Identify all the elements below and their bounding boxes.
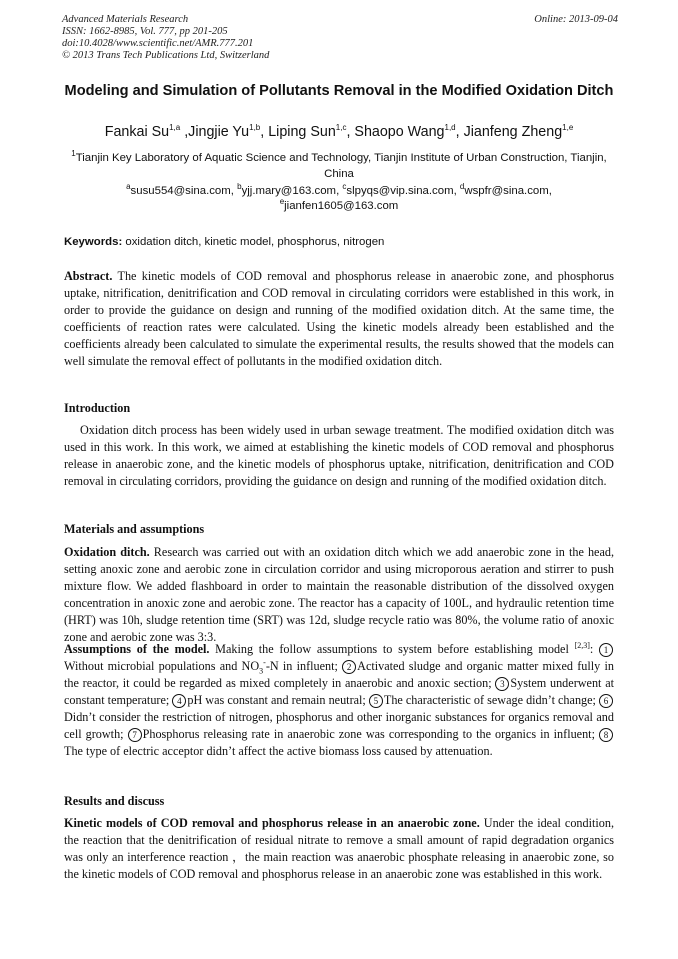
keywords-label: Keywords: (64, 236, 123, 248)
circled-number: 1 (599, 643, 613, 657)
circled-number: 6 (599, 694, 613, 708)
results-paragraph: Kinetic models of COD removal and phosphorus release in an anaerobic zone. Under the ideal condition, the reaction that the denitrification of residual nitrate to remove a small amount of rapid degradation organics was only an interference reaction ，the main reaction was anaerobic phosphate releasing in anaerobic zone, so the kinetic models of COD removal and phosphorus release in an anaerobic zone was established in this work. (64, 816, 614, 881)
author-name: Fankai Su (104, 124, 170, 140)
author-name: Jingjie Yu (188, 124, 250, 140)
results-label: Kinetic models of COD removal and phosphorus release in an anaerobic zone. (64, 816, 480, 830)
author-name: Liping Sun (268, 124, 336, 140)
affiliation: $^1$Tianjin Key Laboratory of Aquatic Science and Technology, Tianjin Institute of Urban Construction, Tianjin, China (71, 149, 607, 180)
author-list: Fankai Su$^{1,a}$ ,Jingjie Yu$^{1,b}$, Liping Sun$^{1,c}$, Shaopo Wang$^{1,d}$, Jianfeng Zheng$^{1,e}$ (104, 123, 574, 140)
email-address[interactable]: susu554@sina.com (130, 185, 231, 197)
keywords (64, 234, 618, 250)
copyright-line: © 2013 Trans Tech Publications Ltd, Switzerland (62, 50, 270, 61)
online-date: Online: 2013-09-04 (534, 14, 618, 25)
issn-line: ISSN: 1662-8985, Vol. 777, pp 201-205 (62, 26, 228, 37)
oxidation-ditch-label: Oxidation ditch. (64, 545, 150, 559)
section-heading-introduction: Introduction (64, 401, 131, 415)
keywords-text: oxidation ditch, kinetic model, phosphorus, nitrogen (122, 236, 385, 248)
introduction-text: Oxidation ditch process has been widely used in urban sewage treatment. The modified oxidation ditch was used in this work. In this work, we aimed at establishing the kinetic models of COD removal and phosphorus release in anaerobic zone, and the kinetic models of phosphorus uptake, nitrification, denitrification and COD removal in circulating corridors, providing the guidance on design and running of the modified oxidation ditch. (64, 423, 614, 488)
circled-number: 7 (128, 728, 142, 742)
email-list: $^a$susu554@sina.com, $^b$yjj.mary@163.com, $^c$slpyqs@vip.sina.com, $^d$wspfr@sina.com, $^e$jianfen1605@163.com (126, 182, 552, 212)
abstract-label: Abstract. (64, 269, 113, 283)
abstract (64, 268, 614, 370)
circled-number: 4 (172, 694, 186, 708)
citation-ref[interactable]: [2,3] (574, 640, 590, 650)
abstract-text: The kinetic models of COD removal and phosphorus release in anaerobic zone, and phosphorus uptake, nitrification, denitrification and COD removal in circulating corridors were established in this work, in order to provide the guidance on design and running of the modified oxidation ditch. At the same time, the coefficients of reaction rates were calculated. Using the kinetic models already been established and the coefficients already been calculated to simulate the experimental results, the results showed that the models can well simulate the removal effect of pollutants in the modified oxidation ditch. (64, 269, 614, 368)
circled-number: 3 (495, 677, 509, 691)
section-heading-materials: Materials and assumptions (64, 522, 205, 536)
author-name: Jianfeng Zheng (463, 124, 563, 140)
assumptions-paragraph: Assumptions of the model. Making the follow assumptions to system before establishing model [2,3]: 1Without microbial populations and $NO_3^--N$ in influent; 2 Activated sludge and organic matter mixed fully in the reactor, it could be regarded as mixed completely in anaerobic and anoxic section; 3 System underwent at constant temperature; 4 pH was constant and remain neutral; 5 The characteristic of sewage didn’t change; 6Didn’t consider the restriction of nitrogen, phosphorus and other inorganic substances for organics removal and cell growth; 7 Phosphorus releasing rate in anaerobic zone was corresponding to the organics in influent; 8The type of electric acceptor didn’t affect the active biomass loss caused by attenuation. (64, 640, 614, 758)
email-address[interactable]: wspfr@sina.com (464, 185, 549, 197)
section-heading-results: Results and discuss (64, 794, 165, 808)
email-address[interactable]: yjj.mary@163.com (241, 185, 337, 197)
circled-number: 2 (342, 660, 356, 674)
doi-line[interactable]: doi:10.4028/www.scientific.net/AMR.777.201 (62, 38, 254, 49)
journal-name: Advanced Materials Research (62, 14, 189, 25)
paper-title: Modeling and Simulation of Pollutants Removal in the Modified Oxidation Ditch (64, 83, 614, 99)
author-name: Shaopo Wang (354, 124, 445, 140)
circled-number: 8 (599, 728, 613, 742)
email-address[interactable]: slpyqs@vip.sina.com (346, 185, 454, 197)
assumptions-label: Assumptions of the model. (64, 642, 210, 656)
oxidation-ditch-paragraph: Oxidation ditch. Research was carried out with an oxidation ditch which we add anaerobic zone in the head, setting anoxic zone and aerobic zone in circulation corridor and using microporous aeration and stirrer to push mixture flow. We added flashboard in order to maintain the reasonable distribution of the dissolved oxygen concentration in anoxic zone and aerobic zone. The reactor has a capacity of 100L, and hydraulic retention time (HRT) was 10h, sludge retention time (SRT) was 12d, sludge recycle ratio was 80%, the volume ratio of anoxic zone and aerobic zone was 3:3. (64, 545, 615, 644)
circled-number: 5 (369, 694, 383, 708)
journal-header (62, 14, 618, 62)
email-address[interactable]: jianfen1605@163.com (284, 200, 399, 212)
